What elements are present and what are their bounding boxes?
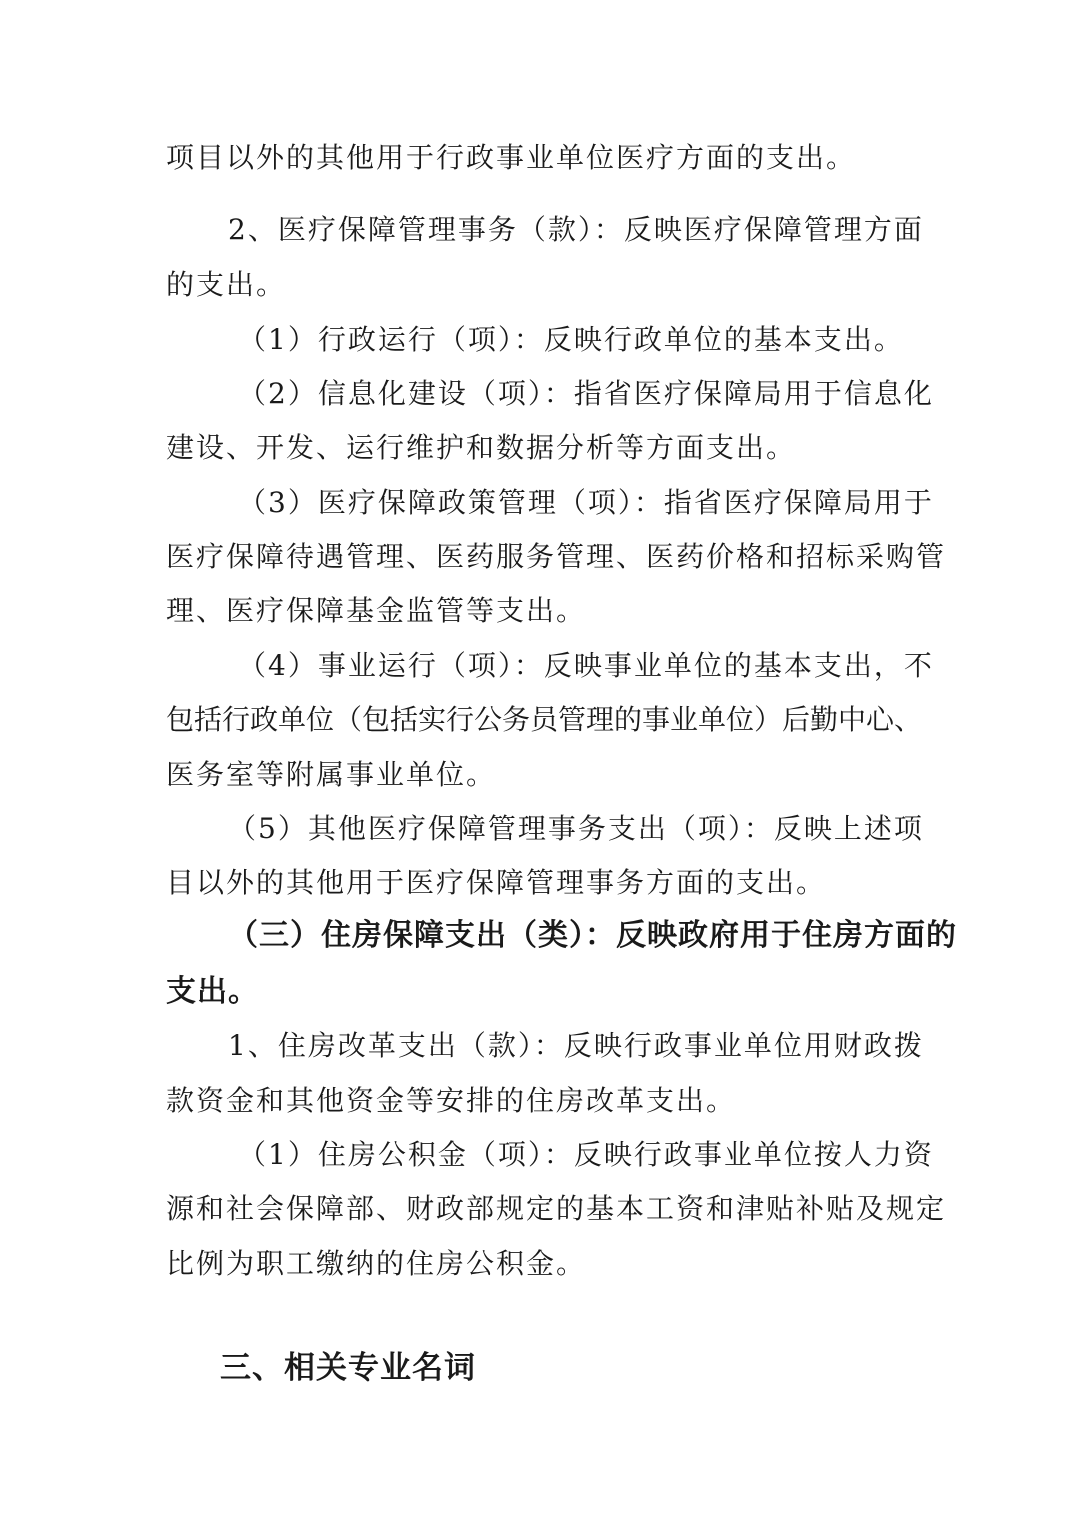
sub-item-line: （1）住房公积金（项）：反映行政事业单位按人力资 <box>238 1138 934 1171</box>
body-text-line: 包括行政单位（包括实行公务员管理的事业单位）后勤中心、 <box>166 703 923 736</box>
body-text-line: 建设、开发、运行维护和数据分析等方面支出。 <box>166 431 797 464</box>
sub-item-line: （5）其他医疗保障管理事务支出（项）：反映上述项 <box>228 812 924 845</box>
category-heading-continued: 支出。 <box>166 974 259 1009</box>
sub-item-line: （4）事业运行（项）：反映事业单位的基本支出，不 <box>238 649 934 682</box>
sub-item-line: （1）行政运行（项）：反映行政单位的基本支出。 <box>238 323 904 356</box>
body-text-line: 的支出。 <box>166 268 287 301</box>
sub-item-line: （3）医疗保障政策管理（项）：指省医疗保障局用于 <box>238 486 934 519</box>
body-text-line: 医疗保障待遇管理、医药服务管理、医药价格和招标采购管 <box>166 540 947 573</box>
section-item-heading: 2、医疗保障管理事务（款）：反映医疗保障管理方面 <box>228 213 924 246</box>
sub-item-line: （2）信息化建设（项）：指省医疗保障局用于信息化 <box>238 377 934 410</box>
section-item-heading: 1、住房改革支出（款）：反映行政事业单位用财政拨 <box>228 1029 924 1062</box>
body-text-line: 比例为职工缴纳的住房公积金。 <box>166 1247 587 1280</box>
body-text-line: 项目以外的其他用于行政事业单位医疗方面的支出。 <box>166 141 857 174</box>
body-text-line: 源和社会保障部、财政部规定的基本工资和津贴补贴及规定 <box>166 1192 947 1225</box>
body-text-line: 款资金和其他资金等安排的住房改革支出。 <box>166 1084 737 1117</box>
body-text-line: 理、医疗保障基金监管等支出。 <box>166 594 587 627</box>
section-title: 三、相关专业名词 <box>220 1350 476 1386</box>
body-text-line: 目以外的其他用于医疗保障管理事务方面的支出。 <box>166 866 827 899</box>
category-heading: （三）住房保障支出（类）：反映政府用于住房方面的 <box>228 918 957 953</box>
body-text-line: 医务室等附属事业单位。 <box>166 758 497 791</box>
